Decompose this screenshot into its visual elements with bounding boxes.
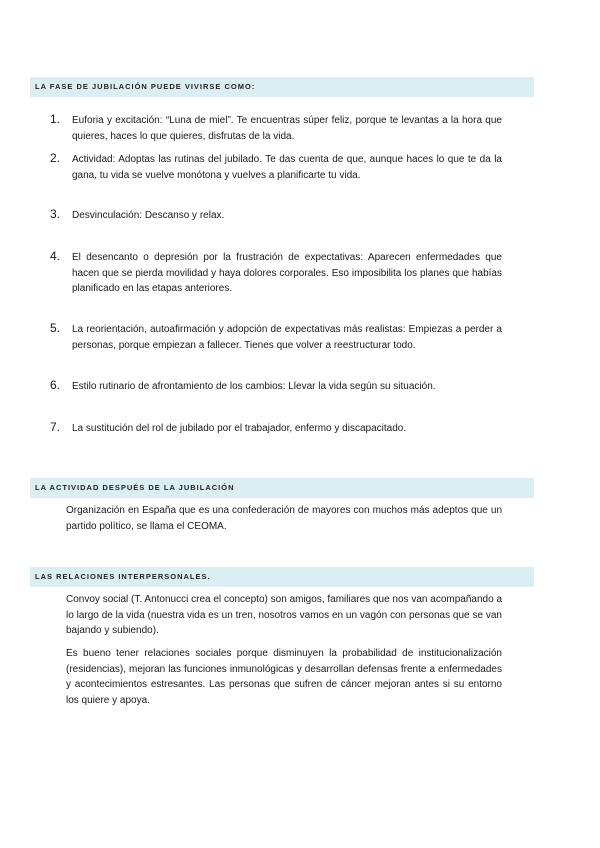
list-text: Desvinculación: Descanso y relax. <box>72 210 225 221</box>
list-number: 1. <box>50 112 61 126</box>
list-number: 4. <box>50 249 61 263</box>
relaciones-paragraph: Es bueno tener relaciones sociales porque disminuyen la probabilidad de institucionalización (residencias), mejoran las funciones inmunológicas y desarrollan defensas frente a enfermedades y acontecimientos estresantes. Las personas que sufren de cáncer mejoran antes si su entorno los quiere y apoya. <box>66 648 502 706</box>
list-number: 3. <box>50 207 61 221</box>
list-text: Estilo rutinario de afrontamiento de los cambios: Llevar la vida según su situación. <box>72 381 436 392</box>
list-number: 5. <box>50 321 61 335</box>
section-heading-jubilacion: LA FASE DE JUBILACIÓN PUEDE VIVIRSE COMO: <box>30 77 534 97</box>
list-text: Actividad: Adoptas las rutinas del jubilado. Te das cuenta de que, aunque haces lo que te da la gana, tu vida se vuelve monótona y vuelves a planificarte tu vida. <box>72 154 502 181</box>
list-text: La reorientación, autoafirmación y adopción de expectativas más realistas: Empiezas a perder a personas, porque empiezan a fallecer. Tienes que volver a reestructurar todo. <box>72 324 502 351</box>
list-number: 7. <box>50 420 61 434</box>
list-text: El desencanto o depresión por la frustración de expectativas: Aparecen enfermedades que hacen que se pierda movilidad y haya dolores corporales. Eso imposibilita los planes que habías planificado en las etapas anteriores. <box>72 252 502 294</box>
list-number: 2. <box>50 151 61 165</box>
list-text: La sustitución del rol de jubilado por el trabajador, enfermo y discapacitado. <box>72 423 407 434</box>
list-number: 6. <box>50 378 61 392</box>
list-text: Euforia y excitación: “Luna de miel”. Te encuentras súper feliz, porque te levantas a la hora que quieres, haces lo que quieres, disfrutas de la vida. <box>72 115 502 142</box>
relaciones-paragraph: Convoy social (T. Antonucci crea el concepto) son amigos, familiares que nos van acompañando a lo largo de la vida (nuestra vida es un tren, nosotros vamos en un vagón con personas que se van bajando y subiendo). <box>66 594 502 636</box>
actividad-paragraph: Organización en España que es una confederación de mayores con muchos más adeptos que un partido político, se llama el CEOMA. <box>66 505 502 532</box>
section-heading-relaciones: LAS RELACIONES INTERPERSONALES. <box>30 567 534 587</box>
section-heading-actividad: LA ACTIVIDAD DESPUÉS DE LA JUBILACIÓN <box>30 478 534 498</box>
